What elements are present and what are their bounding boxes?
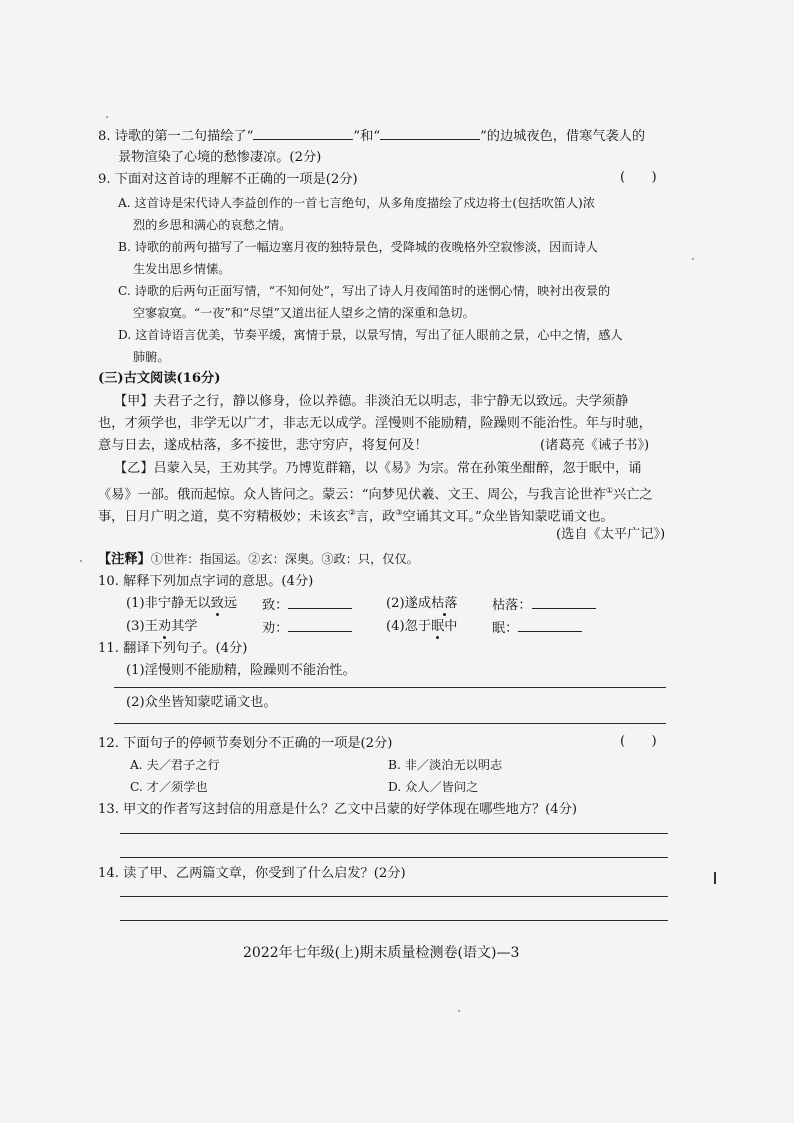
q10-blank-1[interactable] <box>288 594 352 609</box>
q11-stem: 11. 翻译下列句子。(4分) <box>98 641 248 656</box>
q9-option-b-line2: 生发出思乡情愫。 <box>133 262 231 276</box>
q12-answer-paren[interactable]: ( ) <box>620 734 657 749</box>
q12-option-a: A. 夫／君子之行 <box>130 758 220 772</box>
q9-option-d-line1: D. 这首诗语言优美，节奏平缓，寓情于景，以景写情，写出了征人眼前之景，心中之情，感人 <box>118 328 623 342</box>
q13-stem: 13. 甲文的作者写这封信的用意是什么？乙文中吕蒙的好学体现在哪些地方？(4分) <box>98 802 578 817</box>
q13-answer-line-1[interactable] <box>120 833 668 834</box>
page-footer: 2022年七年级(上)期末质量检测卷(语文)—3 <box>243 945 520 961</box>
q12-option-d: D. 众人／皆问之 <box>388 780 479 794</box>
passage-jia-line2: 也，才须学也，非学无以广才，非志无以成学。淫慢则不能励精，险躁则不能治性。年与时驰， <box>98 416 652 431</box>
q11-answer-line-2[interactable] <box>114 723 666 724</box>
q9-stem: 9. 下面对这首诗的理解不正确的一项是(2分) <box>98 172 358 187</box>
q8-blank-2[interactable] <box>380 125 480 140</box>
q10-item-4-key: 眠： <box>492 617 582 639</box>
footnote-marker-2: ② <box>348 508 356 517</box>
q9-option-b-line1: B. 诗歌的前两句描写了一幅边塞月夜的独特景色，受降城的夜晚格外空寂惨淡，因而诗人 <box>118 240 598 254</box>
scan-speck <box>80 560 82 562</box>
q13-answer-line-2[interactable] <box>120 857 668 858</box>
section3-title: (三)古文阅读(16分) <box>98 371 221 386</box>
q12-option-b: B. 非／淡泊无以明志 <box>388 758 503 772</box>
q10-item-4: (4)忽于眠中 <box>386 619 458 634</box>
q11-sentence-1: (1)淫慢则不能励精，险躁则不能治性。 <box>126 663 356 678</box>
annotation-note: 【注释】①世祚：指国运。②玄：深奥。③政：只，仅仅。 <box>98 552 419 567</box>
passage-jia-source: (诸葛亮《诫子书》) <box>540 438 650 453</box>
passage-yi-line1: 【乙】吕蒙入吴，王劝其学。乃博览群籍，以《易》为宗。常在孙策坐酣醉，忽于眠中，诵 <box>114 461 642 476</box>
scan-mark <box>714 872 716 884</box>
q10-item-3: (3)王劝其学 <box>126 619 198 634</box>
q10-item-1-key: 致： <box>262 594 352 616</box>
q10-item-3-key: 劝： <box>262 617 352 639</box>
q10-blank-2[interactable] <box>532 594 596 609</box>
scan-speck <box>692 258 694 260</box>
q10-blank-4[interactable] <box>518 617 582 632</box>
q10-blank-3[interactable] <box>288 617 352 632</box>
q9-option-d-line2: 肺腑。 <box>133 350 170 364</box>
q10-stem: 10. 解释下列加点字词的意思。(4分) <box>98 574 314 589</box>
footnote-marker-3: ③ <box>395 508 403 517</box>
q14-stem: 14. 读了甲、乙两篇文章，你受到了什么启发？(2分) <box>98 866 406 881</box>
q10-item-2-key: 枯落： <box>492 594 596 616</box>
q14-answer-line-2[interactable] <box>120 920 668 921</box>
q8-line2: 景物渲染了心境的愁惨凄凉。(2分) <box>118 150 322 165</box>
q9-answer-paren[interactable]: ( ) <box>620 170 657 185</box>
scan-speck <box>458 1010 460 1012</box>
q9-option-c-line1: C. 诗歌的后两句正面写情，“不知何处”，写出了诗人月夜闻笛时的迷惘心情，映衬出夜景的 <box>118 284 611 298</box>
q8-blank-1[interactable] <box>253 125 353 140</box>
scan-speck <box>106 116 108 118</box>
q11-answer-line-1[interactable] <box>114 687 666 688</box>
q14-answer-line-1[interactable] <box>120 896 668 897</box>
q12-stem: 12. 下面句子的停顿节奏划分不正确的一项是(2分) <box>98 736 393 751</box>
q10-item-1: (1)非宁静无以致远 <box>126 596 237 611</box>
q9-option-a-line2: 烈的乡思和满心的哀愁之情。 <box>133 218 292 232</box>
passage-yi-line3: 事，日月广明之道，莫不穷精极妙；未该玄②言，政③空诵其文耳。”众坐皆知蒙呓诵文也。 <box>98 508 614 525</box>
q10-item-2: (2)遂成枯落 <box>386 596 458 611</box>
q9-option-c-line2: 空寥寂寞。“一夜”和“尽望”又道出征人望乡之情的深重和急切。 <box>133 306 475 320</box>
passage-jia-line3: 意与日去，遂成枯落，多不接世，悲守穷庐，将复何及！ <box>98 438 428 453</box>
q8-line1: 8. 诗歌的第一二句描绘了“ ”和“ ”的边城夜色，借寒气袭人的 <box>98 125 645 147</box>
footnote-marker-1: ① <box>605 486 614 495</box>
q12-option-c: C. 才／须学也 <box>130 780 208 794</box>
passage-jia-line1: 【甲】夫君子之行，静以修身，俭以养德。非淡泊无以明志，非宁静无以致远。夫学须静 <box>114 394 629 409</box>
q9-option-a-line1: A. 这首诗是宋代诗人李益创作的一首七言绝句，从多角度描绘了戍边将士(包括吹笛人)浓 <box>118 196 595 210</box>
passage-yi-source: (选自《太平广记》) <box>556 527 666 542</box>
q11-sentence-2: (2)众坐皆知蒙呓诵文也。 <box>126 695 277 710</box>
passage-yi-line2: 《易》一部。俄而起惊。众人皆问之。蒙云：“向梦见伏羲、文王、周公，与我言论世祚①兴亡之 <box>98 486 653 503</box>
